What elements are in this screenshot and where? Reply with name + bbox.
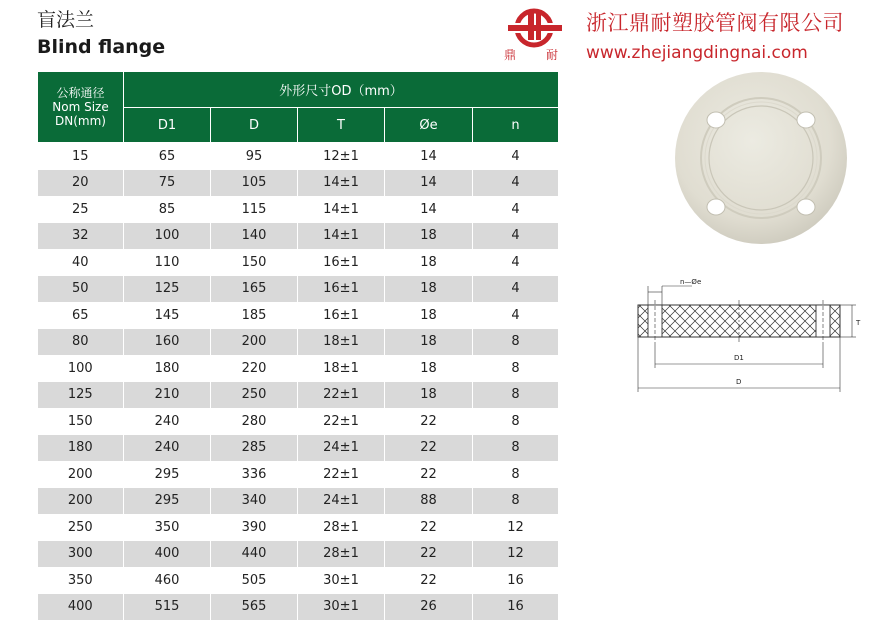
table-cell: 32 [38, 223, 124, 250]
table-cell: 14 [385, 143, 473, 170]
blind-flange-spec-table [37, 71, 559, 620]
table-cell: 88 [385, 488, 473, 515]
table-row [38, 276, 559, 303]
table-cell: 300 [38, 541, 124, 568]
table-cell: 4 [473, 170, 559, 197]
table-cell: 8 [473, 355, 559, 382]
table-cell: 8 [473, 488, 559, 515]
table-cell: 140 [211, 223, 298, 250]
table-cell: 180 [38, 435, 124, 462]
table-row [38, 514, 559, 541]
table-cell: 336 [211, 461, 298, 488]
table-cell: 440 [211, 541, 298, 568]
table-cell: 350 [38, 567, 124, 594]
table-cell: 25 [38, 196, 124, 223]
table-cell: 115 [211, 196, 298, 223]
table-cell: 16 [473, 594, 559, 621]
table-cell: 16±1 [298, 249, 385, 276]
thickness-label: T [856, 319, 861, 327]
table-cell: 18 [385, 249, 473, 276]
table-cell: 22 [385, 514, 473, 541]
table-cell: 16 [473, 567, 559, 594]
table-cell: 18 [385, 329, 473, 356]
table-cell: 30±1 [298, 567, 385, 594]
nom-size-unit: DN(mm) [55, 114, 106, 128]
od-header: 外形尺寸OD（mm） [124, 72, 559, 108]
table-cell: 165 [211, 276, 298, 303]
table-cell: 95 [211, 143, 298, 170]
table-cell: 8 [473, 329, 559, 356]
table-row [38, 143, 559, 170]
table-cell: 22±1 [298, 382, 385, 409]
column-header: D [211, 108, 298, 143]
table-cell: 12 [473, 541, 559, 568]
table-cell: 12 [473, 514, 559, 541]
nom-size-header [38, 72, 124, 143]
table-cell: 22 [385, 461, 473, 488]
table-row [38, 461, 559, 488]
table-cell: 150 [211, 249, 298, 276]
table-cell: 285 [211, 435, 298, 462]
d1-label: D1 [734, 354, 744, 362]
table-row [38, 329, 559, 356]
nom-size-en: Nom Size [52, 100, 109, 114]
table-cell: 460 [124, 567, 211, 594]
table-cell: 16±1 [298, 276, 385, 303]
table-cell: 22±1 [298, 461, 385, 488]
table-cell: 40 [38, 249, 124, 276]
table-cell: 180 [124, 355, 211, 382]
table-cell: 75 [124, 170, 211, 197]
blind-flange-photo [674, 71, 848, 245]
table-cell: 240 [124, 408, 211, 435]
table-cell: 505 [211, 567, 298, 594]
table-cell: 28±1 [298, 541, 385, 568]
table-cell: 4 [473, 276, 559, 303]
table-cell: 400 [38, 594, 124, 621]
table-cell: 12±1 [298, 143, 385, 170]
nom-size-cn: 公称通径 [56, 86, 105, 100]
table-cell: 125 [124, 276, 211, 303]
logo-char-ding: 鼎 [504, 48, 517, 62]
table-row [38, 408, 559, 435]
table-cell: 28±1 [298, 514, 385, 541]
table-row [38, 435, 559, 462]
table-cell: 125 [38, 382, 124, 409]
column-header: T [298, 108, 385, 143]
table-cell: 8 [473, 435, 559, 462]
table-cell: 150 [38, 408, 124, 435]
table-cell: 50 [38, 276, 124, 303]
table-cell: 18 [385, 276, 473, 303]
table-cell: 65 [124, 143, 211, 170]
table-row [38, 355, 559, 382]
table-cell: 515 [124, 594, 211, 621]
table-cell: 22 [385, 435, 473, 462]
table-cell: 14 [385, 196, 473, 223]
company-website: www.zhejiangdingnai.com [586, 43, 808, 63]
company-name: 浙江鼎耐塑胶管阀有限公司 [586, 11, 844, 35]
table-row [38, 170, 559, 197]
table-cell: 18±1 [298, 355, 385, 382]
table-cell: 200 [38, 461, 124, 488]
table-cell: 85 [124, 196, 211, 223]
table-cell: 145 [124, 302, 211, 329]
title-english: Blind flange [37, 36, 166, 58]
table-cell: 18 [385, 223, 473, 250]
table-cell: 8 [473, 461, 559, 488]
table-cell: 20 [38, 170, 124, 197]
table-cell: 210 [124, 382, 211, 409]
table-cell: 8 [473, 408, 559, 435]
holes-label: n—Øe [680, 278, 702, 286]
flange-cross-section-drawing [630, 276, 880, 406]
table-row [38, 249, 559, 276]
table-cell: 4 [473, 302, 559, 329]
table-row [38, 196, 559, 223]
table-cell: 200 [211, 329, 298, 356]
table-row [38, 594, 559, 621]
table-cell: 14±1 [298, 223, 385, 250]
table-cell: 390 [211, 514, 298, 541]
column-header: n [473, 108, 559, 143]
table-cell: 400 [124, 541, 211, 568]
table-cell: 14±1 [298, 196, 385, 223]
table-cell: 18 [385, 355, 473, 382]
table-cell: 350 [124, 514, 211, 541]
table-cell: 105 [211, 170, 298, 197]
table-cell: 24±1 [298, 488, 385, 515]
logo-char-nai: 耐 [546, 48, 559, 62]
table-row [38, 488, 559, 515]
table-cell: 22±1 [298, 408, 385, 435]
table-cell: 250 [38, 514, 124, 541]
table-cell: 565 [211, 594, 298, 621]
table-cell: 22 [385, 541, 473, 568]
table-cell: 26 [385, 594, 473, 621]
d-label: D [736, 378, 742, 386]
table-cell: 110 [124, 249, 211, 276]
table-cell: 18±1 [298, 329, 385, 356]
table-cell: 18 [385, 382, 473, 409]
title-chinese: 盲法兰 [37, 9, 95, 31]
table-cell: 240 [124, 435, 211, 462]
table-cell: 16±1 [298, 302, 385, 329]
table-cell: 280 [211, 408, 298, 435]
table-cell: 18 [385, 302, 473, 329]
table-cell: 65 [38, 302, 124, 329]
table-cell: 14 [385, 170, 473, 197]
table-cell: 185 [211, 302, 298, 329]
table-cell: 250 [211, 382, 298, 409]
table-row [38, 223, 559, 250]
table-cell: 4 [473, 223, 559, 250]
table-cell: 80 [38, 329, 124, 356]
table-row [38, 541, 559, 568]
table-cell: 22 [385, 567, 473, 594]
table-cell: 220 [211, 355, 298, 382]
table-row [38, 382, 559, 409]
table-cell: 200 [38, 488, 124, 515]
table-cell: 295 [124, 461, 211, 488]
table-cell: 30±1 [298, 594, 385, 621]
column-header: D1 [124, 108, 211, 143]
table-cell: 15 [38, 143, 124, 170]
column-header: Øe [385, 108, 473, 143]
table-cell: 24±1 [298, 435, 385, 462]
table-cell: 295 [124, 488, 211, 515]
table-cell: 8 [473, 382, 559, 409]
table-cell: 340 [211, 488, 298, 515]
table-cell: 100 [124, 223, 211, 250]
table-cell: 160 [124, 329, 211, 356]
table-cell: 4 [473, 249, 559, 276]
table-cell: 100 [38, 355, 124, 382]
table-cell: 4 [473, 196, 559, 223]
table-row [38, 302, 559, 329]
table-cell: 22 [385, 408, 473, 435]
table-cell: 4 [473, 143, 559, 170]
table-body [38, 143, 559, 621]
table-row [38, 567, 559, 594]
table-cell: 14±1 [298, 170, 385, 197]
